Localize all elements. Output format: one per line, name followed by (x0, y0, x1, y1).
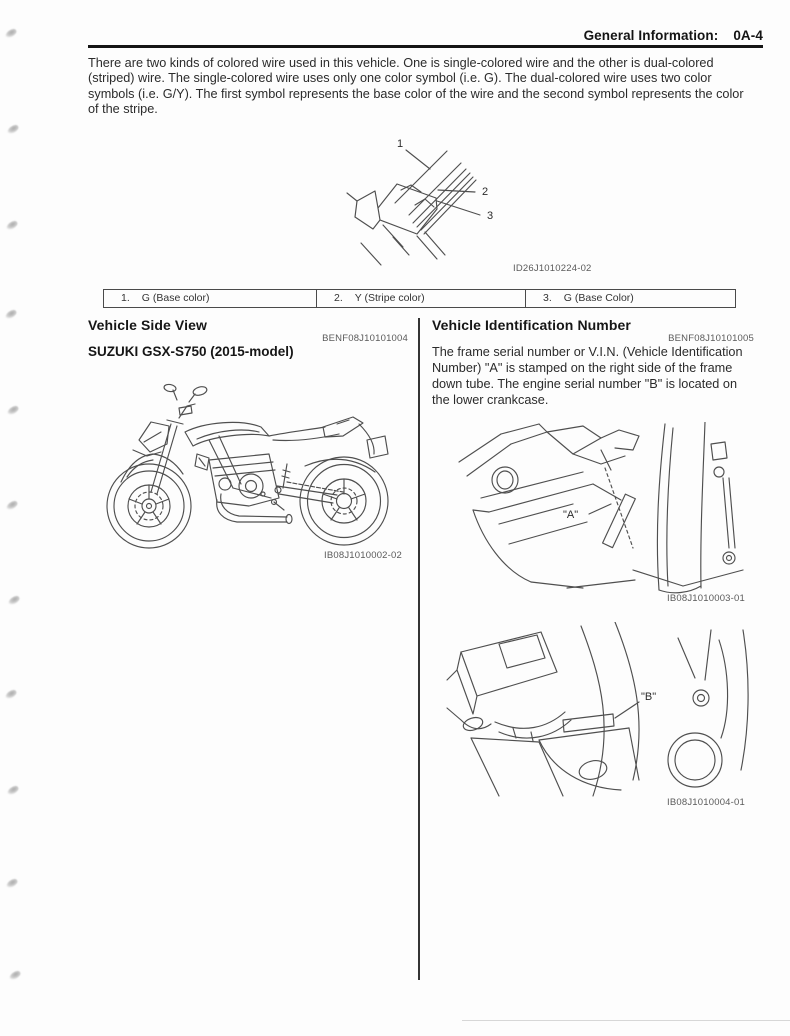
header-rule (88, 45, 763, 48)
legend-label: G (Base Color) (563, 292, 634, 304)
intro-line: symbols (i.e. G/Y). The first symbol represents the base color of the wire and the second symbol represents the color (88, 86, 744, 101)
engine-label-b: "B" (641, 691, 657, 703)
wire-color-legend (103, 289, 736, 308)
right-ref-code: BENF08J10101005 (668, 333, 754, 344)
motorcycle-figure-code: IB08J1010002-02 (323, 550, 402, 561)
motorcycle-illustration (92, 382, 404, 554)
scan-smudge (5, 220, 19, 232)
legend-num: 2. (334, 292, 343, 304)
bottom-scan-line (462, 1020, 790, 1021)
wire-callout-1: 1 (396, 138, 404, 150)
page-header (88, 28, 763, 43)
scan-smudge (6, 124, 20, 136)
scan-smudge (6, 785, 20, 797)
left-ref-code: BENF08J10101004 (322, 333, 408, 344)
legend-cell-1 (104, 290, 317, 307)
page-number: 0A-4 (733, 28, 763, 43)
scan-smudge (4, 689, 18, 701)
section-title: General Information: (583, 28, 719, 43)
scan-smudge (4, 309, 18, 321)
vin-label-a: "A" (563, 509, 579, 521)
legend-cell-2 (317, 290, 526, 307)
vin-line: Number) "A" is stamped on the right side of the frame (432, 360, 733, 375)
right-column-heading: Vehicle Identification Number (432, 317, 631, 333)
legend-label: G (Base color) (141, 292, 210, 304)
intro-line: (striped) wire. The single-colored wire uses only one color symbol (i.e. G). The dual-colored wire uses two color (88, 71, 712, 86)
intro-paragraph (88, 56, 744, 118)
intro-line: There are two kinds of colored wire used in this vehicle. One is single-colored wire and the other is dual-colored (88, 56, 714, 70)
legend-cell-3 (526, 290, 737, 307)
left-column-heading: Vehicle Side View (88, 317, 207, 333)
vin-line: down tube. The engine serial number "B" is located on (432, 376, 738, 391)
legend-num: 3. (543, 292, 552, 304)
legend-label: Y (Stripe color) (354, 292, 425, 304)
engine-number-illustration (445, 622, 760, 800)
scan-smudge (8, 970, 22, 982)
scan-smudge (5, 500, 19, 512)
vin-location-illustration (455, 422, 760, 594)
legend-num: 1. (121, 292, 130, 304)
figure-b-code: IB08J1010004-01 (666, 797, 745, 808)
wire-callout-3: 3 (487, 210, 494, 222)
scan-smudge (7, 595, 21, 607)
column-divider (418, 318, 420, 980)
vin-paragraph (432, 345, 743, 409)
scan-smudge (4, 28, 18, 40)
intro-line: of the stripe. (88, 102, 158, 117)
scan-smudge (5, 878, 19, 890)
model-subheading: SUZUKI GSX-S750 (2015-model) (88, 344, 294, 359)
vin-line: the lower crankcase. (432, 392, 549, 407)
wire-figure-code: ID26J1010224-02 (513, 263, 592, 274)
figure-a-code: IB08J1010003-01 (666, 593, 745, 604)
vin-line: The frame serial number or V.I.N. (Vehicle Identification (432, 345, 743, 359)
scan-smudge (6, 405, 20, 417)
wire-callout-2: 2 (482, 186, 489, 198)
